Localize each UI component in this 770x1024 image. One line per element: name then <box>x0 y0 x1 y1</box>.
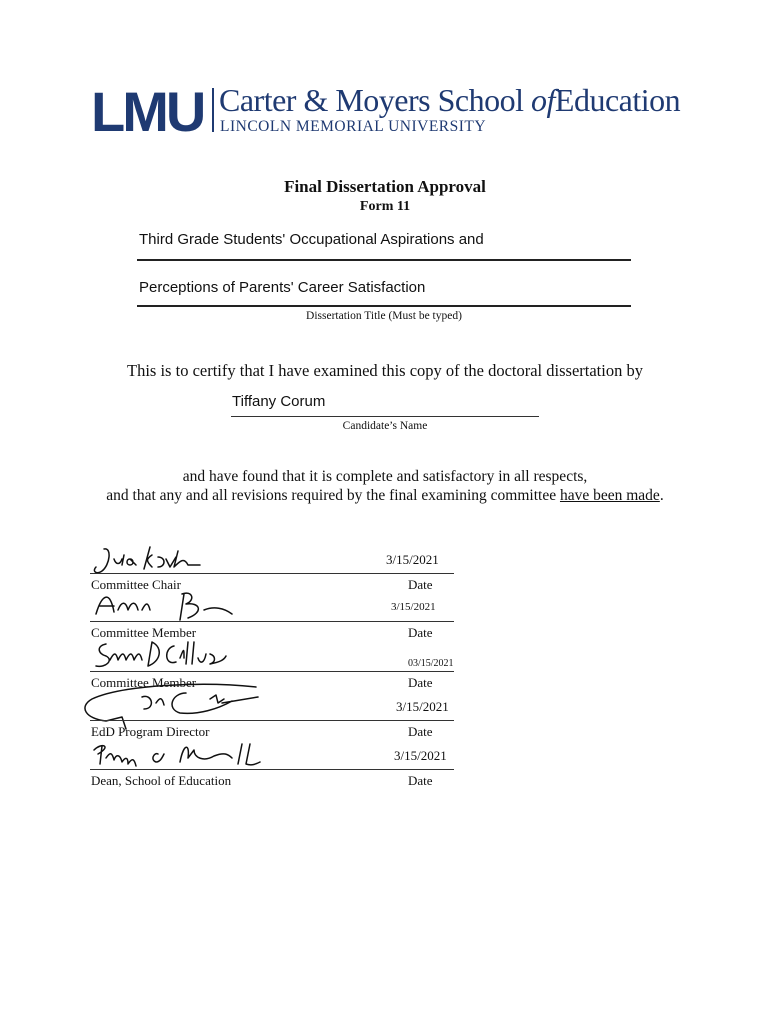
university-name: LINCOLN MEMORIAL UNIVERSITY <box>220 118 487 135</box>
signature-rule-3 <box>90 671 454 672</box>
form-number: Form 11 <box>359 199 411 214</box>
date-value-dean: 3/15/2021 <box>394 748 447 763</box>
role-label-edd-program-director: EdD Program Director <box>91 724 210 739</box>
dissertation-title-line-2: Perceptions of Parents' Career Satisfaction <box>139 279 426 296</box>
signature-rule-4 <box>90 720 454 721</box>
date-label-committee-chair: Date <box>408 577 433 592</box>
date-label-committee-member-2: Date <box>408 675 433 690</box>
role-label-dean: Dean, School of Education <box>91 773 232 788</box>
date-value-committee-member-1: 3/15/2021 <box>391 601 436 613</box>
signature-committee-member-2 <box>92 638 242 674</box>
signature-rule-2 <box>90 621 454 622</box>
dissertation-title-rule-2 <box>137 305 631 307</box>
role-label-committee-chair: Committee Chair <box>91 577 181 592</box>
dissertation-title-line-1: Third Grade Students' Occupational Aspirations and <box>139 231 484 248</box>
signature-rule-1 <box>90 573 454 574</box>
candidate-name: Tiffany Corum <box>232 393 326 410</box>
logo-divider <box>212 88 214 132</box>
date-label-dean: Date <box>408 773 433 788</box>
dissertation-title-caption: Dissertation Title (Must be typed) <box>306 310 462 322</box>
role-label-committee-member-1: Committee Member <box>91 625 197 640</box>
date-label-committee-member-1: Date <box>408 625 433 640</box>
certify-statement: This is to certify that I have examined this copy of the doctoral dissertation by <box>127 361 643 380</box>
found-statement-line-1: and have found that it is complete and satisfactory in all respects, <box>182 468 588 485</box>
date-value-committee-member-2: 03/15/2021 <box>408 658 454 669</box>
candidate-caption: Candidate’s Name <box>342 420 428 432</box>
signature-edd-program-director <box>82 683 262 729</box>
lmu-logo-mark: LMU <box>91 80 204 143</box>
found-statement-line-2: and that any and all revisions required by the final examining committee have been made. <box>106 487 664 504</box>
date-label-edd-program-director: Date <box>408 724 433 739</box>
signature-rule-5 <box>90 769 454 770</box>
form-title: Final Dissertation Approval <box>284 177 486 196</box>
candidate-rule <box>231 416 539 417</box>
role-label-committee-member-2: Committee Member <box>91 675 197 690</box>
date-value-edd-program-director: 3/15/2021 <box>396 699 449 714</box>
date-value-committee-chair: 3/15/2021 <box>386 552 439 567</box>
school-name: Carter & Moyers School ofEducation <box>219 82 681 118</box>
dissertation-title-rule-1 <box>137 259 631 261</box>
signature-dean <box>92 740 262 770</box>
